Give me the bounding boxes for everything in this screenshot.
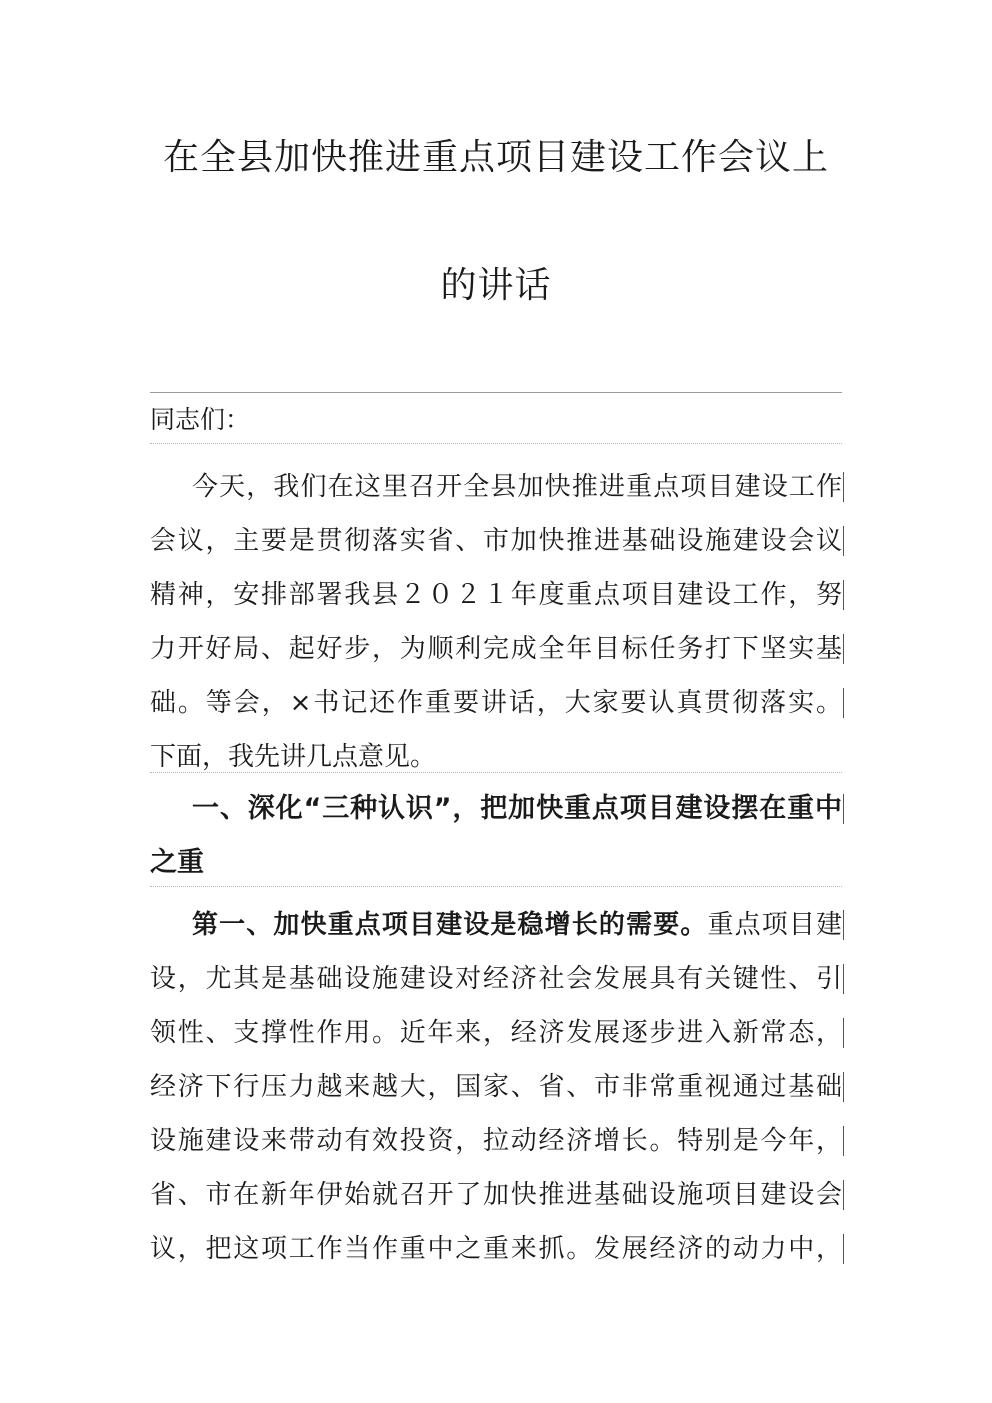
section-heading-line: 一、深化“三种认识”，把加快重点项目建设摆在重中 xyxy=(150,782,842,836)
divider-after-intro xyxy=(150,772,842,773)
intro-line: 下面，我先讲几点意见。 xyxy=(150,742,437,772)
intro-line: 会议，主要是贯彻落实省、市加快推进基础设施建设会议 xyxy=(150,514,842,568)
paragraph-first-line-rest: 重点项目建 xyxy=(707,910,842,940)
paragraph-line: 设，尤其是基础设施建设对经济社会发展具有关键性、引 xyxy=(150,952,842,1006)
paragraph-line: 省、市在新年伊始就召开了加快推进基础设施项目建设会 xyxy=(150,1168,842,1222)
document-title-line-1: 在全县加快推进重点项目建设工作会议上 xyxy=(162,137,829,178)
paragraph-1 xyxy=(150,898,842,1276)
paragraph-line: 领性、支撑性作用。近年来，经济发展逐步进入新常态， xyxy=(150,1006,842,1060)
paragraph-line: 经济下行压力越来越大，国家、省、市非常重视通过基础 xyxy=(150,1060,842,1114)
paragraph-line: 设施建设来带动有效投资，拉动经济增长。特别是今年， xyxy=(150,1114,842,1168)
salutation: 同志们： xyxy=(150,405,251,434)
document-title-line-2: 的讲话 xyxy=(440,265,552,306)
top-divider xyxy=(150,392,842,393)
paragraph-line: 议，把这项工作当作重中之重来抓。发展经济的动力中， xyxy=(150,1222,842,1276)
section-heading-line: 之重 xyxy=(150,847,204,878)
intro-line: 精神，安排部署我县２０２１年度重点项目建设工作，努 xyxy=(150,568,842,622)
intro-line: 力开好局、起好步，为顺利完成全年目标任务打下坚实基 xyxy=(150,622,842,676)
paragraph-first-line xyxy=(150,898,842,952)
intro-line: 今天，我们在这里召开全县加快推进重点项目建设工作 xyxy=(150,460,842,514)
section-1-heading xyxy=(150,782,842,890)
divider-after-heading xyxy=(150,886,842,887)
intro-line: 础。等会，×书记还作重要讲话，大家要认真贯彻落实。 xyxy=(150,676,842,730)
intro-paragraph xyxy=(150,460,842,784)
divider-after-salutation xyxy=(150,443,842,444)
paragraph-lead-sentence: 第一、加快重点项目建设是稳增长的需要。 xyxy=(192,910,708,940)
